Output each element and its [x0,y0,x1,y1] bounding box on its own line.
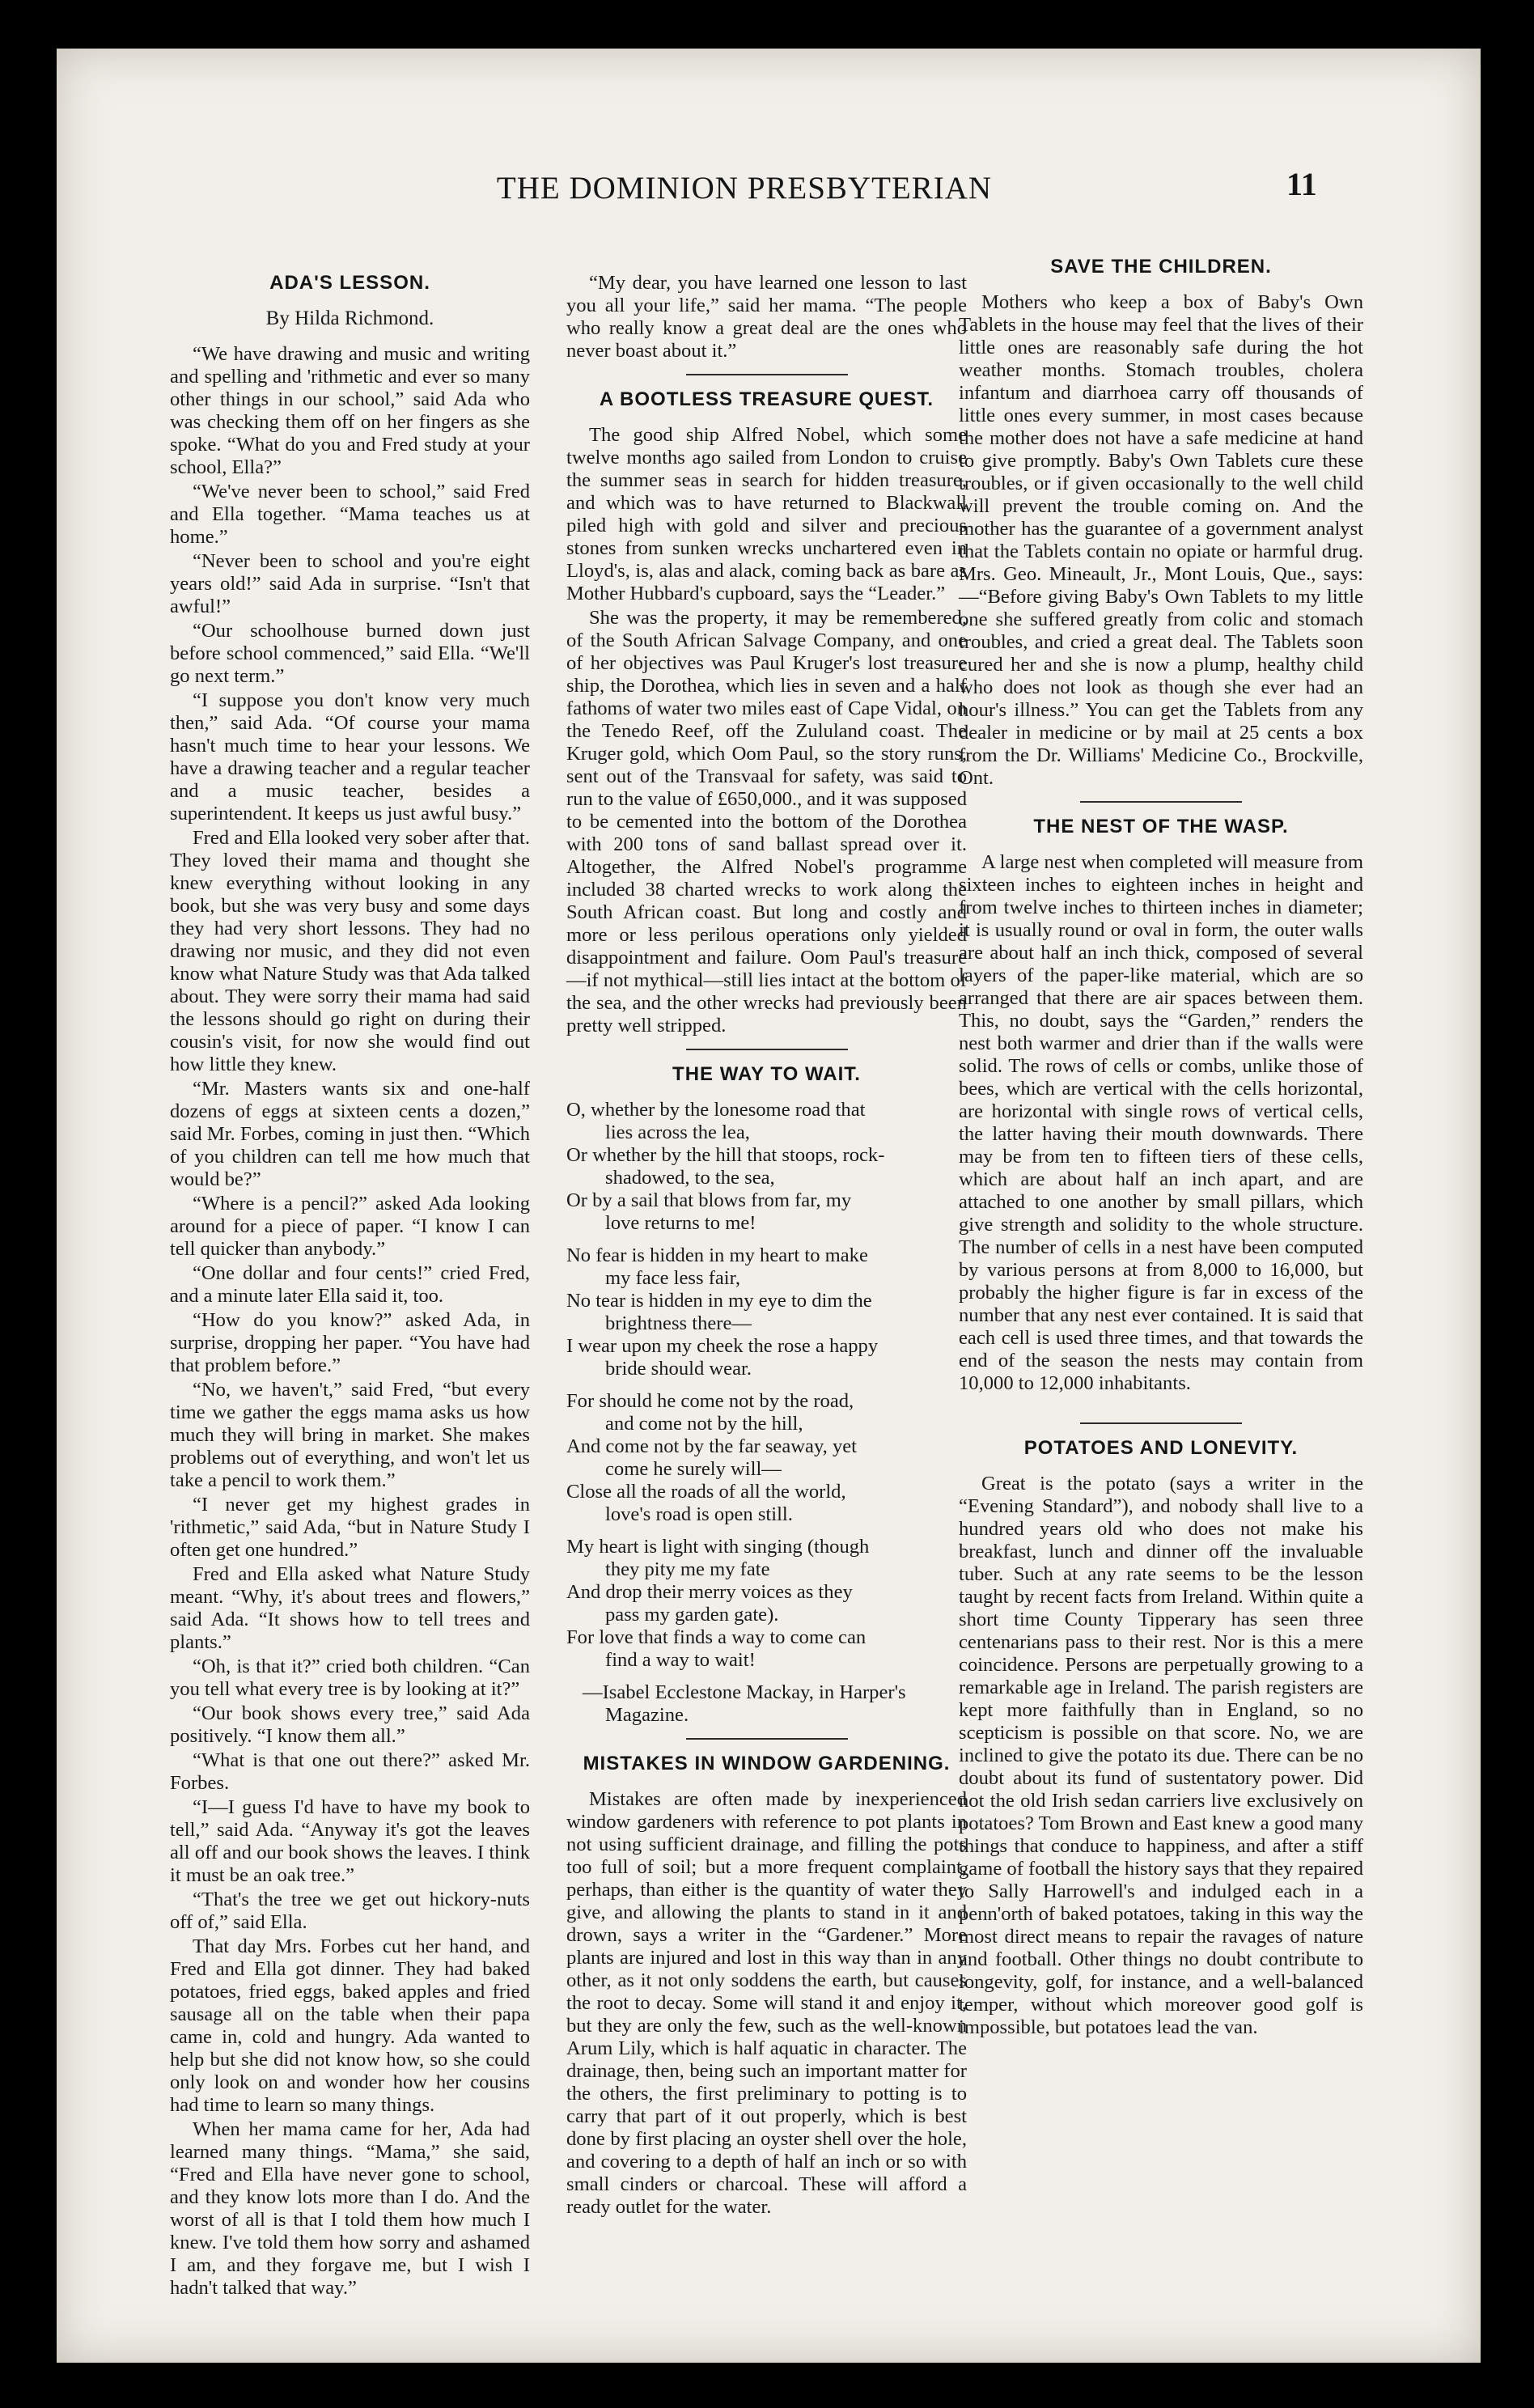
poem-line: lies across the lea, [605,1121,750,1143]
poem-line: pass my garden gate). [605,1604,779,1626]
poem-line: brightness there— [605,1312,752,1334]
article-title-wasp: THE NEST OF THE WASP. [1033,816,1289,837]
section-divider [1080,801,1242,803]
paragraph: “We have drawing and music and writing and spelling and 'rithmetic and ever so many other things in our school,” said Ada who was checking them off on her fingers as she spoke. “What do you and Fred study at your school, Ella?” [170,343,530,478]
paragraph: A large nest when completed will measure from sixteen inches to eighteen inches in height and from twelve inches to thirteen inches in diameter; it is usually round or oval in form, the outer walls are about half an inch thick, composed of several layers of the paper-like material, which are so arranged that there are air spaces between them. This, no doubt, says the “Garden,” renders the nest both warmer and drier than if the walls were solid. The rows of cells or combs, unlike those of bees, which are vertical with the cells horizontal, are horizontal with single rows of vertical cells, the latter having their mouth downwards. There may be from ten to fifteen tiers of these cells, which are about half an inch apart, and are attached to one another by small pillars, which give strength and solidity to the whole structure. The number of cells in a nest have been computed by various persons at from 8,000 to 16,000, but probably the higher figure is far in excess of the number that any nest ever contained. It is said that each cell is used three times, and that towards the end of the season the nests may contain from 10,000 to 12,000 inhabitants. [959,851,1363,1394]
paragraph: “How do you know?” asked Ada, in surprise, dropping her paper. “You have had that problem before.” [170,1309,530,1376]
paragraph: “Our schoolhouse burned down just before school commenced,” said Ella. “We'll go next term.” [170,620,530,687]
poem-line: And drop their merry voices as they [566,1581,853,1603]
article-byline-ada: By Hilda Richmond. [265,307,434,329]
poem-line: My heart is light with singing (though [566,1536,870,1558]
poem-body [566,1099,967,1727]
poem-line: No tear is hidden in my eye to dim the [566,1290,872,1312]
article-title-window: MISTAKES IN WINDOW GARDENING. [583,1753,951,1774]
paragraph: “Oh, is that it?” cried both children. “Can you tell what every tree is by looking at it?” [170,1656,530,1700]
poem-line: For love that finds a way to come can [566,1626,867,1648]
column-middle [566,272,967,2219]
column-right [959,256,1363,2039]
poem-title: THE WAY TO WAIT. [672,1063,861,1085]
section-divider [686,1049,848,1050]
poem-stanza [566,1536,967,1672]
page-number: 11 [1286,166,1317,202]
section-divider [686,374,848,375]
paragraph: “We've never been to school,” said Fred and Ella together. “Mama teaches us at home.” [170,481,530,548]
poem-line: love returns to me! [605,1212,756,1234]
paragraph: The good ship Alfred Nobel, which some twelve months ago sailed from London to cruise the summer seas in search for hidden treasure, and which was to have returned to Blackwall piled high with gold and silver and precious stones from sunken wrecks unchartered even in Lloyd's, is, alas and alack, coming back as bare as Mother Hubbard's cupboard, says the “Leader.” [566,424,967,604]
paragraph: “Our book shows every tree,” said Ada positively. “I know them all.” [170,1702,530,1747]
paragraph: “Mr. Masters wants six and one-half dozens of eggs at sixteen cents a dozen,” said Mr. Forbes, coming in just then. “Which of you children can tell me how much that would be?” [170,1078,530,1190]
article-title-ada: ADA'S LESSON. [269,272,430,294]
paragraph: “My dear, you have learned one lesson to last you all your life,” said her mama. “The people who really know a great deal are the ones who never boast about it.” [566,272,967,362]
poem-line: they pity me my fate [605,1558,770,1580]
paragraph: Great is the potato (says a writer in the “Evening Standard”), and nobody shall live to a hundred years old who does not make his breakfast, lunch and dinner off the invaluable tuber. Such at any rate seems to be the lesson taught by recent facts from Ireland. Within quite a short time County Tipperary has seen three centenarians pass to their rest. Nor is this a mere coincidence. Persons are perpetually growing to a remarkable age in Ireland. The parish registers are kept more faithfully than in England, so no scepticism is possible on that score. No, we are inclined to give the potato its due. There can be no doubt about its fund of sustentatory power. Did not the old Irish sedan carriers live exclusively on potatoes? Tom Brown and East knew a good many things that conduce to happiness, and after a stiff game of football the history says that they repaired to Sally Harrowell's and indulged each in a penn'orth of baked potatoes, taking in this way the most direct means to repair the ravages of nature and football. Other things no doubt contribute to longevity, golf, for instance, and a well-balanced temper, without which moreover good golf is impossible, but potatoes lead the van. [959,1473,1363,2038]
paragraph: “I—I guess I'd have to have my book to tell,” said Ada. “Anyway it's got the leaves all off and our book shows the leaves. I think it must be an oak tree.” [170,1796,530,1886]
poem-credit-source: Magazine. [605,1704,689,1726]
article-title-children: SAVE THE CHILDREN. [1050,256,1272,278]
poem-credit: —Isabel Ecclestone Mackay, in Harper's [583,1681,906,1703]
poem-line: O, whether by the lonesome road that [566,1099,866,1121]
poem-line: No fear is hidden in my heart to make [566,1244,868,1266]
paragraph: That day Mrs. Forbes cut her hand, and Fred and Ella got dinner. They had baked potatoes, fried eggs, baked apples and fried sausage all on the table when their papa came in, cold and hungry. Ada wanted to help but she did not know how, so she could only look on and wonder how her cousins had time to learn so many things. [170,1935,530,2116]
article-title-potatoes: POTATOES AND LONEVITY. [1023,1437,1299,1459]
paragraph: Fred and Ella looked very sober after that. They loved their mama and thought she knew everything without looking in any book, but she was very busy and some days they had very short lessons. They had no drawing nor music, and they did not even know what Nature Study was that Ada talked about. They were sorry their mama had said the lessons should go right on during their cousin's visit, for now she would find out how little they knew. [170,827,530,1075]
paragraph: When her mama came for her, Ada had learned many things. “Mama,” she said, “Fred and Ella have never gone to school, and they know lots more than I do. And the worst of all is that I told them how much I knew. I've told them how sorry and ashamed I am, and they forgave me, but I wish I hadn't talked that way.” [170,2118,530,2299]
poem-line: For should he come not by the road, [566,1390,854,1412]
article-body-ada [170,343,530,2300]
poem-line: Or whether by the hill that stoops, rock- [566,1144,885,1166]
poem-line: And come not by the far seaway, yet [566,1435,857,1457]
poem-stanza [566,1244,967,1380]
poem-stanza [566,1390,967,1526]
poem-line: I wear upon my cheek the rose a happy [566,1335,879,1357]
paragraph: “What is that one out there?” asked Mr. Forbes. [170,1749,530,1794]
paragraph: “That's the tree we get out hickory-nuts off of,” said Ella. [170,1889,530,1933]
poem-line: my face less fair, [605,1267,740,1289]
paragraph: “Where is a pencil?” asked Ada looking around for a piece of paper. “I know I can tell quicker than anybody.” [170,1193,530,1260]
paragraph: “I suppose you don't know very much then,” said Ada. “Of course your mama hasn't much time to hear your lessons. We have a drawing teacher and a regular teacher and a music teacher, besides a superintendent. It keeps us just awful busy.” [170,689,530,825]
paragraph: She was the property, it may be remembered, of the South African Salvage Company, and one of her objectives was Paul Kruger's lost treasure ship, the Dorothea, which lies in seven and a half fathoms of water two miles east of Cape Vidal, on the Tenedo Reef, off the Zululand coast. The Kruger gold, which Oom Paul, so the story runs, sent out of the Transvaal for safety, was said to run to the value of £650,000., and it was supposed to be cemented into the bottom of the Dorothea with 200 tons of sand ballast spread over it. Altogether, the Alfred Nobel's programme included 38 charted wrecks to work along the South African coast. But long and costly and more or less perilous operations only yielded disappointment and failure. Oom Paul's treasure—if not mythical—still lies intact at the bottom of the sea, and the other wrecks had previously been pretty well stripped. [566,607,967,1037]
paragraph: Fred and Ella asked what Nature Study meant. “Why, it's about trees and flowers,” said Ada. “It shows how to tell trees and plants.” [170,1563,530,1653]
poem-line: bride should wear. [605,1358,752,1380]
running-head [57,166,1481,218]
newspaper-page [57,49,1481,2363]
poem-line: shadowed, to the sea, [605,1167,775,1189]
poem-line: love's road is open still. [605,1503,793,1525]
poem-stanza [566,1099,967,1235]
poem-line: find a way to wait! [605,1649,756,1671]
poem-line: and come not by the hill, [605,1413,803,1435]
paragraph: “No, we haven't,” said Fred, “but every time we gather the eggs mama asks us how much they will bring in market. She makes problems out of everything, and won't let us take a pencil to work them.” [170,1379,530,1491]
poem-line: Close all the roads of all the world, [566,1481,846,1503]
section-divider [686,1738,848,1740]
poem-line: come he surely will— [605,1458,782,1480]
column-left [170,272,530,2300]
article-title-treasure: A BOOTLESS TREASURE QUEST. [599,388,934,410]
paragraph: “One dollar and four cents!” cried Fred, and a minute later Ella said it, too. [170,1262,530,1307]
masthead-title: THE DOMINION PRESBYTERIAN [496,171,993,206]
paragraph: Mothers who keep a box of Baby's Own Tablets in the house may feel that the lives of their little ones are reasonably safe during the hot weather months. Stomach troubles, cholera infantum and diarrhoea carry off thousands of little ones every summer, in most cases because the mother does not have a safe medicine at hand to give promptly. Baby's Own Tablets cure these troubles, or if given occasionally to the well child will prevent the trouble coming on. And the mother has the guarantee of a government analyst that the Tablets contain no opiate or harmful drug. Mrs. Geo. Mineault, Jr., Mont Louis, Que., says: —“Before giving Baby's Own Tablets to my little one she suffered greatly from colic and stomach troubles, and cried a great deal. The Tablets soon cured her and she is now a plump, healthy child who does not look as though she ever had an hour's illness.” You can get the Tablets from any dealer in medicine or by mail at 25 cents a box from the Dr. Williams' Medicine Co., Brockville, Ont. [959,291,1363,789]
poem-line: Or by a sail that blows from far, my [566,1189,852,1211]
paragraph: “Never been to school and you're eight years old!” said Ada in surprise. “Isn't that awful!” [170,550,530,617]
paragraph: “I never get my highest grades in 'rithmetic,” said Ada, “but in Nature Study I often get one hundred.” [170,1494,530,1561]
paragraph: Mistakes are often made by inexperienced window gardeners with reference to pot plants in not using sufficient drainage, and filling the pots too full of soil; but a more frequent complaint, perhaps, than either is the quantity of water they give, and allowing the plants to stand in it and drown, says a writer in the “Gardener.” More plants are injured and lost in this way than in any other, as it not only soddens the earth, but causes the root to decay. Some will stand it and enjoy it, but they are only the few, such as the well-known Arum Lily, which is half aquatic in character. The drainage, then, being such an important matter for the others, the first preliminary to potting is to carry that part of it out properly, which is best done by first placing an oyster shell over the hole, and covering to a depth of half an inch or so with small cinders or charcoal. These will afford a ready outlet for the water. [566,1788,967,2218]
section-divider [1080,1422,1242,1424]
